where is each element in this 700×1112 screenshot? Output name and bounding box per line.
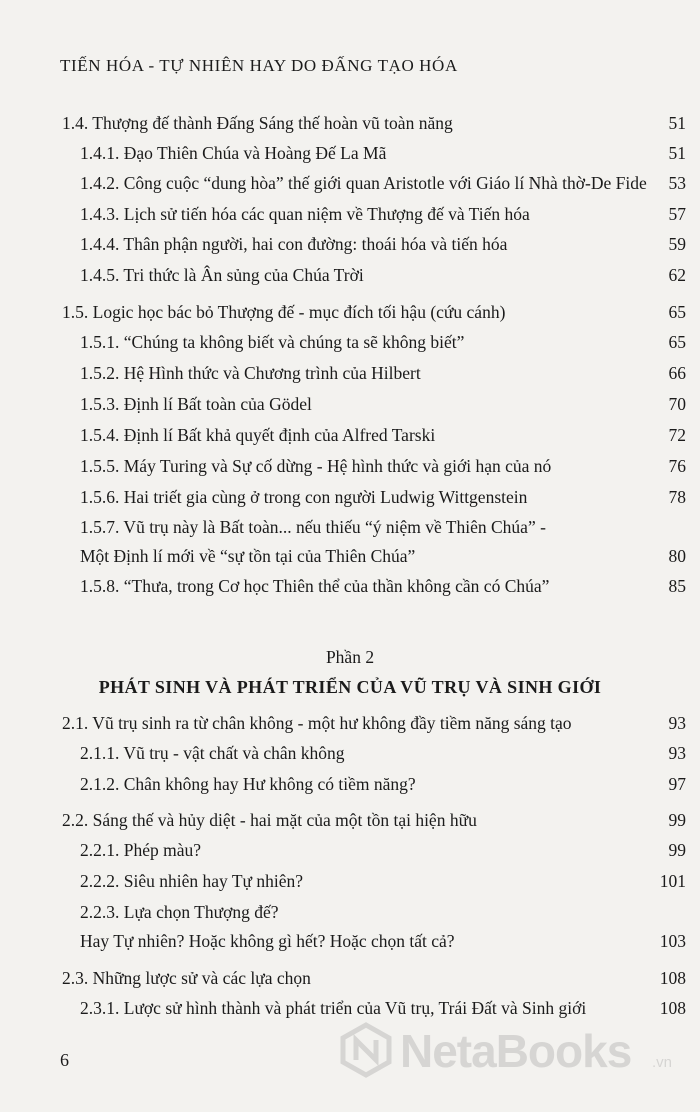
running-header: TIẾN HÓA - TỰ NHIÊN HAY DO ĐẤNG TẠO HÓA bbox=[60, 56, 458, 75]
toc-entry bbox=[0, 541, 700, 571]
toc-entry-title: 1.5.2. Hệ Hình thức và Chương trình của Hilbert bbox=[80, 363, 421, 383]
toc-entry-title: 2.2.3. Lựa chọn Thượng đế? bbox=[80, 902, 279, 922]
page-number: 6 bbox=[60, 1050, 69, 1070]
toc-entry bbox=[0, 571, 700, 601]
toc-entry bbox=[0, 897, 700, 927]
toc-entry bbox=[0, 168, 700, 198]
toc-entry bbox=[0, 108, 700, 138]
toc-entry-page: 78 bbox=[668, 487, 686, 507]
toc-entry-title: 2.3.1. Lược sử hình thành và phát triển của Vũ trụ, Trái Đất và Sinh giới bbox=[80, 998, 587, 1018]
toc-entry-page: 72 bbox=[668, 425, 686, 445]
toc-entry-page: 65 bbox=[668, 332, 686, 352]
toc-entry-title: 2.2.2. Siêu nhiên hay Tự nhiên? bbox=[80, 871, 304, 891]
toc-entry bbox=[0, 482, 700, 512]
toc-entry bbox=[0, 769, 700, 799]
toc-entry-page: 66 bbox=[668, 363, 686, 383]
toc-entry-page: 59 bbox=[668, 234, 686, 254]
toc-entry bbox=[0, 260, 700, 290]
toc-entry-page: 101 bbox=[659, 871, 686, 891]
toc-entry-page: 57 bbox=[668, 204, 686, 224]
toc-entry-page: 99 bbox=[668, 810, 686, 830]
toc-entry-page: 103 bbox=[659, 931, 686, 951]
toc-entry-page: 76 bbox=[668, 456, 686, 476]
toc-entry-page: 62 bbox=[668, 265, 686, 285]
toc-entry-title: 2.3. Những lược sử và các lựa chọn bbox=[62, 968, 311, 988]
toc-entry-title: 1.5. Logic học bác bỏ Thượng đế - mục đích tối hậu (cứu cánh) bbox=[62, 302, 506, 322]
toc-entry bbox=[0, 835, 700, 865]
toc-entry bbox=[0, 138, 700, 168]
toc-entry-title: 1.4.4. Thân phận người, hai con đường: thoái hóa và tiến hóa bbox=[80, 234, 508, 254]
toc-entry-title: 1.4.1. Đạo Thiên Chúa và Hoàng Đế La Mã bbox=[80, 143, 387, 163]
toc-entry-title: 1.5.8. “Thưa, trong Cơ học Thiên thể của thần không cần có Chúa” bbox=[80, 576, 550, 596]
toc-entry bbox=[0, 708, 700, 738]
toc-entry bbox=[0, 963, 700, 993]
toc-entry-page: 70 bbox=[668, 394, 686, 414]
toc-entry-title: 2.1. Vũ trụ sinh ra từ chân không - một hư không đầy tiềm năng sáng tạo bbox=[62, 713, 572, 733]
toc-entry-page: 93 bbox=[668, 713, 686, 733]
toc-entry bbox=[0, 926, 700, 956]
toc-entry-page: 51 bbox=[668, 113, 686, 133]
toc-entry bbox=[0, 738, 700, 768]
toc-entry-title: 1.4.5. Tri thức là Ân sủng của Chúa Trời bbox=[80, 265, 364, 285]
toc-entry bbox=[0, 389, 700, 419]
toc-entry-title: 2.2. Sáng thế và hủy diệt - hai mặt của một tồn tại hiện hữu bbox=[62, 810, 477, 830]
toc-entry-page: 65 bbox=[668, 302, 686, 322]
toc-entry-title: 1.5.4. Định lí Bất khả quyết định của Alfred Tarski bbox=[80, 425, 436, 445]
part-title: PHÁT SINH VÀ PHÁT TRIỂN CỦA VŨ TRỤ VÀ SINH GIỚI bbox=[98, 677, 602, 697]
watermark bbox=[338, 1018, 700, 1098]
toc-entry bbox=[0, 451, 700, 481]
toc-entry-page: 53 bbox=[668, 173, 686, 193]
toc-entry-title: 2.1.1. Vũ trụ - vật chất và chân không bbox=[80, 743, 345, 763]
toc-entry bbox=[0, 297, 700, 327]
toc-entry bbox=[0, 866, 700, 896]
toc-entry-page: 51 bbox=[668, 143, 686, 163]
toc-entry-page: 93 bbox=[668, 743, 686, 763]
toc-entry-page: 85 bbox=[668, 576, 686, 596]
part-label: Phần 2 bbox=[325, 647, 375, 667]
toc-entry-title: 1.5.1. “Chúng ta không biết và chúng ta sẽ không biết” bbox=[80, 332, 465, 352]
watermark-suffix: .vn bbox=[652, 1054, 673, 1071]
toc-entry-title: 1.4.3. Lịch sử tiến hóa các quan niệm về Thượng đế và Tiến hóa bbox=[80, 204, 530, 224]
toc-entry bbox=[0, 327, 700, 357]
netabooks-logo-icon bbox=[338, 1022, 394, 1078]
toc-entry-page: 97 bbox=[668, 774, 686, 794]
toc-entry-title: 1.5.6. Hai triết gia cùng ở trong con người Ludwig Wittgenstein bbox=[80, 487, 528, 507]
toc-entry-title: Hay Tự nhiên? Hoặc không gì hết? Hoặc chọn tất cả? bbox=[80, 931, 455, 951]
toc-entry-title: Một Định lí mới về “sự tồn tại của Thiên Chúa” bbox=[80, 546, 416, 566]
toc-entry bbox=[0, 358, 700, 388]
toc-entry bbox=[0, 805, 700, 835]
watermark-brand: NetaBooks bbox=[400, 1025, 632, 1077]
toc-entry-title: 1.4.2. Công cuộc “dung hòa” thế giới quan Aristotle với Giáo lí Nhà thờ-De Fide bbox=[80, 173, 647, 193]
toc-entry-title: 2.2.1. Phép màu? bbox=[80, 840, 202, 860]
toc-entry-page: 99 bbox=[668, 840, 686, 860]
toc-entry bbox=[0, 199, 700, 229]
toc-entry-title: 1.5.5. Máy Turing và Sự cố dừng - Hệ hình thức và giới hạn của nó bbox=[80, 456, 552, 476]
toc-entry-title: 1.5.7. Vũ trụ này là Bất toàn... nếu thiếu “ý niệm về Thiên Chúa” - bbox=[80, 517, 546, 537]
toc-entry-page: 80 bbox=[668, 546, 686, 566]
toc-entry bbox=[0, 512, 700, 542]
toc-entry-title: 1.5.3. Định lí Bất toàn của Gödel bbox=[80, 394, 312, 414]
toc-entry-title: 1.4. Thượng đế thành Đấng Sáng thế hoàn vũ toàn năng bbox=[62, 113, 453, 133]
toc-entry bbox=[0, 420, 700, 450]
toc-entry bbox=[0, 229, 700, 259]
toc-entry-page: 108 bbox=[659, 998, 686, 1018]
toc-entry-title: 2.1.2. Chân không hay Hư không có tiềm năng? bbox=[80, 774, 416, 794]
toc-entry-page: 108 bbox=[659, 968, 686, 988]
